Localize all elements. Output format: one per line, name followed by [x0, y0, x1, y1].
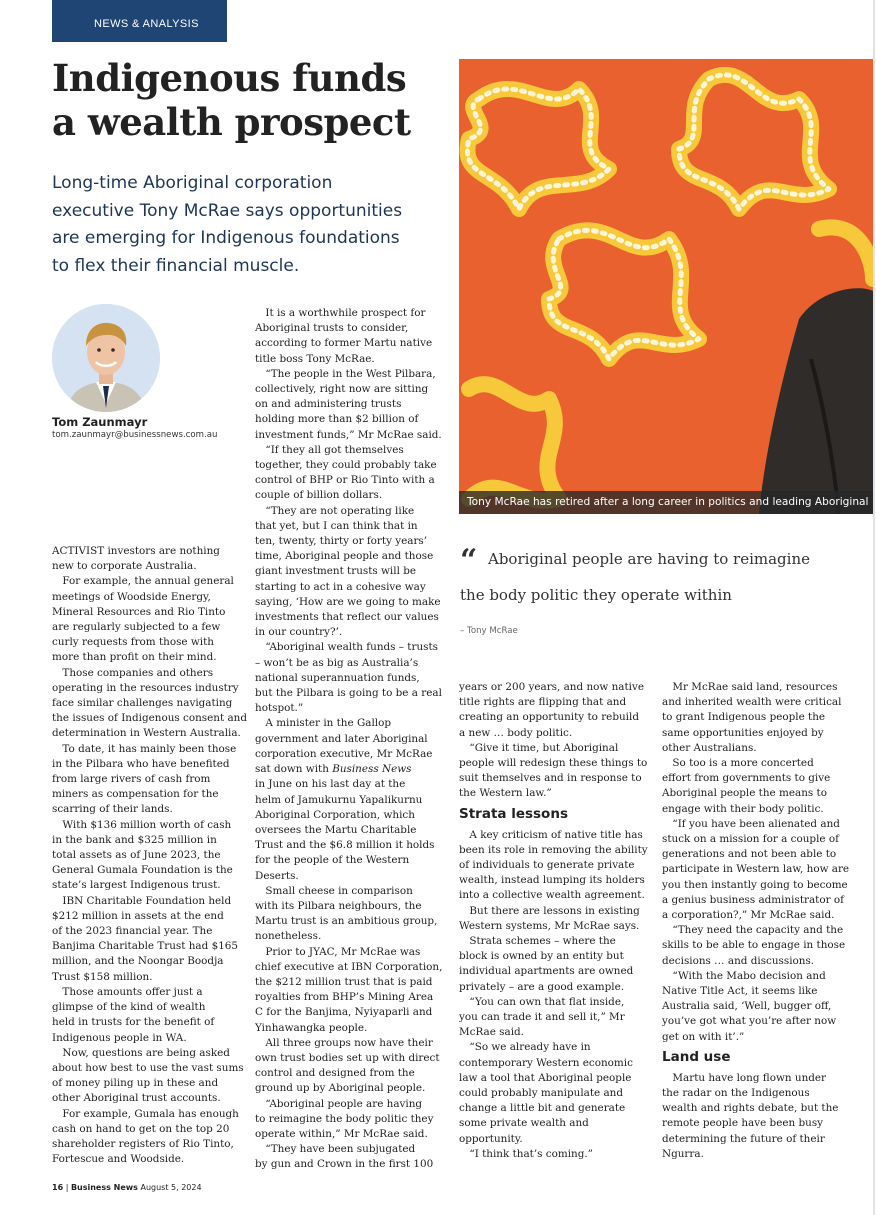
text-line: ACTIVIST investors are nothing [52, 545, 220, 557]
text-line: Ngurra. [662, 1147, 704, 1160]
page-edge-rule [873, 0, 875, 1215]
standfirst [52, 170, 452, 280]
text-line: sat down with Business News [255, 763, 412, 776]
text-line: meetings of Woodside Energy, [52, 590, 211, 603]
text-line: To date, it has mainly been those [52, 742, 237, 755]
text-line: Strata schemes – where the [459, 935, 616, 948]
text-line: skills to be able to engage in those [662, 939, 846, 952]
section-tab [52, 0, 227, 42]
text-line: “So we already have in [459, 1041, 591, 1054]
text-line: For example, Gumala has enough [52, 1107, 239, 1120]
text-line: Those amounts offer just a [52, 985, 203, 998]
text-line: some private wealth and [459, 1117, 589, 1130]
text-line: control of BHP or Rio Tinto with a [255, 474, 435, 487]
text-line: government and later Aboriginal [255, 732, 428, 745]
text-line: Small cheese in comparison [255, 884, 413, 897]
text-line: helm of Jamukurnu Yapalikurnu [255, 793, 423, 806]
body-column-1 [52, 544, 247, 1167]
text-line: together, they could probably take [255, 459, 437, 472]
text-line: from large rivers of cash from [52, 773, 211, 786]
text-line: you’ve got what you’re after now [662, 1015, 837, 1028]
text-line: the $212 million trust that is paid [255, 975, 433, 988]
text-line: Australia said, ‘Well, bugger off, [662, 1000, 832, 1013]
standfirst-line: Long-time Aboriginal corporation [52, 173, 333, 193]
text-line: Prior to JYAC, Mr McRae was [255, 945, 421, 958]
text-line: It is a worthwhile prospect for [255, 307, 426, 319]
text-line: own trust bodies set up with direct [255, 1051, 440, 1064]
text-line: Trust and the $6.8 million it holds [255, 839, 435, 852]
pull-quote-text: Aboriginal people are having to reimagine [488, 550, 810, 568]
col3-part-b [459, 828, 648, 1162]
text-line: opportunity. [459, 1132, 523, 1145]
text-line: engage with their body politic. [662, 802, 824, 815]
text-line: been its role in removing the ability [459, 843, 648, 856]
standfirst-line: are emerging for Indigenous foundations [52, 228, 400, 248]
text-line: change a little bit and generate [459, 1102, 626, 1115]
text-line: get on with it’.” [662, 1030, 745, 1043]
text-line: scarring of their lands. [52, 803, 173, 816]
text-line: of individuals to generate private [459, 859, 635, 872]
text-line: title boss Tony McRae. [255, 352, 375, 365]
text-line: Western systems, Mr McRae says. [459, 919, 640, 932]
text-line: control and designed from the [255, 1067, 415, 1080]
body-column-4 [662, 680, 850, 1162]
text-line: in the bank and $325 million in [52, 833, 217, 846]
text-line: held in trusts for the benefit of [52, 1016, 215, 1029]
text-line: years or 200 years, and now native [459, 681, 644, 693]
text-line: contemporary Western economic [459, 1056, 633, 1069]
text-line: operate within,” Mr McRae said. [255, 1127, 428, 1140]
text-line: Aboriginal people the means to [662, 787, 827, 800]
text-line: Martu have long flown under [662, 1071, 827, 1084]
text-line: people will redesign these things to [459, 757, 648, 770]
issue-date: August 5, 2024 [140, 1183, 202, 1192]
text-line: creating an opportunity to rebuild [459, 711, 639, 724]
headline [52, 56, 442, 144]
text-line: and inherited wealth were critical [662, 696, 842, 709]
text-line: For example, the annual general [52, 575, 234, 588]
text-line: Fortescue and Woodside. [52, 1153, 185, 1166]
text-line: “They need the capacity and the [662, 924, 844, 937]
text-line: other Aboriginal trust accounts. [52, 1092, 221, 1105]
text-line: giant investment trusts will be [255, 565, 416, 578]
text-line: IBN Charitable Foundation held [52, 894, 232, 907]
text-line: you then instantly going to become [662, 878, 848, 891]
author-avatar [52, 304, 160, 412]
col4-part-a [662, 680, 850, 1045]
text-line: effort from governments to give [662, 772, 831, 785]
text-line: stuck on a mission for a couple of [662, 833, 839, 846]
text-line: “You can own that flat inside, [459, 995, 625, 1008]
text-line: that yet, but I can think that in [255, 519, 418, 532]
standfirst-line: executive Tony McRae says opportunities [52, 200, 403, 221]
text-line: Martu trust is an ambitious group, [255, 915, 438, 928]
standfirst-line: to flex their financial muscle. [52, 255, 300, 276]
text-line: the issues of Indigenous consent and [52, 712, 247, 725]
text-line: Mineral Resources and Rio Tinto [52, 605, 226, 618]
text-line: the Western law.” [459, 787, 552, 800]
text-line: holding more than $2 billion of [255, 413, 419, 426]
text-line: “If they all got themselves [255, 443, 404, 456]
text-line: generations and not been able to [662, 848, 837, 861]
text-line: investments that reflect our values [255, 611, 439, 624]
text-line: hotspot.” [255, 702, 304, 715]
text-line: General Gumala Foundation is the [52, 864, 233, 877]
text-line: ground up by Aboriginal people. [255, 1082, 426, 1095]
text-line: but the Pilbara is going to be a real [255, 687, 442, 700]
pull-quote-line: the body politic they operate within [460, 586, 732, 604]
text-line: A key criticism of native title has [459, 828, 643, 841]
text-line: – won’t be as big as Australia’s [255, 656, 419, 669]
text-line: All three groups now have their [255, 1036, 433, 1049]
text-line: starting to act in a cohesive way [255, 580, 426, 593]
text-line: “With the Mabo decision and [662, 969, 826, 982]
text-line: So too is a more concerted [662, 757, 814, 770]
text-line: with its Pilbara neighbours, the [255, 899, 422, 912]
text-line: Yinhawangka people. [255, 1021, 368, 1034]
page-footer [52, 1183, 202, 1192]
text-line: operating in the resources industry [52, 681, 239, 694]
text-line: wealth and rights debate, but the [662, 1102, 839, 1115]
text-line: A minister in the Gallop [255, 717, 392, 730]
author-email[interactable]: tom.zaunmayr@businessnews.com.au [52, 430, 218, 440]
text-line: same opportunities enjoyed by [662, 726, 824, 739]
text-line: about how best to use the vast sums [52, 1061, 244, 1074]
text-line: glimpse of the kind of wealth [52, 1001, 206, 1014]
subheading-strata-lessons: Strata lessons [459, 805, 568, 822]
text-line: corporation executive, Mr McRae [255, 747, 433, 760]
text-line: Now, questions are being asked [52, 1046, 230, 1059]
text-line: Aboriginal trusts to consider, [255, 322, 409, 335]
text-line: “If you have been alienated and [662, 817, 840, 830]
pull-quote [460, 542, 870, 612]
text-line: to reimagine the body politic they [255, 1112, 434, 1125]
text-line: “Aboriginal people are having [255, 1097, 423, 1110]
text-line: national superannuation funds, [255, 671, 420, 684]
text-line: into a collective wealth agreement. [459, 889, 645, 902]
text-line: Banjima Charitable Trust had $165 [52, 940, 239, 953]
text-line: in our country?’. [255, 626, 343, 639]
text-line: law a tool that Aboriginal people [459, 1071, 632, 1084]
text-line: face similar challenges navigating [52, 697, 233, 710]
body-column-3 [459, 680, 648, 1162]
text-line: investment funds,” Mr McRae said. [255, 428, 442, 441]
text-line: in June on his last day at the [255, 778, 406, 791]
text-line: title rights are flipping that and [459, 696, 627, 709]
subheading-land-use: Land use [662, 1048, 731, 1065]
body-column-2 [255, 306, 443, 1173]
pull-quote-attribution: – Tony McRae [460, 626, 518, 636]
text-line: oversees the Martu Charitable [255, 823, 417, 836]
text-line: decisions … and discussions. [662, 954, 815, 967]
text-line: of the 2023 financial year. The [52, 925, 213, 938]
publication-name: Business News [70, 1183, 138, 1192]
text-line: on and administering trusts [255, 398, 402, 411]
text-line: Mr McRae said land, resources [662, 681, 838, 693]
text-line: other Australians. [662, 741, 757, 754]
text-line: collectively, right now are sitting [255, 383, 429, 396]
text-line: couple of billion dollars. [255, 489, 383, 502]
text-line: new to corporate Australia. [52, 560, 197, 573]
col3-part-a [459, 680, 648, 802]
text-line: could probably manipulate and [459, 1087, 624, 1100]
text-line: are regularly subjected to a few [52, 621, 221, 634]
photo-caption: Tony McRae has retired after a long career in politics and leading Aboriginal [459, 491, 873, 514]
text-line: shareholder registers of Rio Tinto, [52, 1137, 234, 1150]
text-line: you can trade it and sell it,” Mr [459, 1011, 625, 1024]
page-number: 16 [52, 1183, 64, 1192]
text-line: according to former Martu native [255, 337, 433, 350]
text-line: to grant Indigenous people the [662, 711, 826, 724]
text-line: Trust $158 million. [52, 970, 153, 983]
text-line: individual apartments are owned [459, 965, 634, 978]
text-line: But there are lessons in existing [459, 904, 640, 917]
text-line: determination in Western Australia. [52, 727, 241, 740]
text-line: Aboriginal Corporation, which [255, 808, 415, 821]
text-line: royalties from BHP’s Mining Area [255, 991, 434, 1004]
headline-line: a wealth prospect [52, 100, 411, 144]
footer-separator: | [65, 1183, 69, 1192]
text-line: chief executive at IBN Corporation, [255, 960, 443, 973]
pull-quote-line [460, 542, 870, 578]
text-line: in the Pilbara who have benefited [52, 757, 230, 770]
text-line: With $136 million worth of cash [52, 818, 232, 831]
text-line: $212 million in assets at the end [52, 909, 224, 922]
text-line: by gun and Crown in the first 100 [255, 1158, 434, 1171]
text-line: Native Title Act, it seems like [662, 985, 818, 998]
text-line: privately – are a good example. [459, 980, 625, 993]
text-line: McRae said. [459, 1026, 524, 1039]
text-line: “Give it time, but Aboriginal [459, 741, 619, 754]
text-line: total assets as of June 2023, the [52, 849, 221, 862]
text-line: more than profit on their mind. [52, 651, 217, 664]
aboriginal-artwork-photo-icon [459, 59, 873, 514]
text-line: “They are not operating like [255, 504, 415, 517]
text-line: miners as compensation for the [52, 788, 219, 801]
text-line: time, Aboriginal people and those [255, 550, 434, 563]
text-line: “Aboriginal wealth funds – trusts [255, 641, 438, 654]
text-line: remote people have been busy [662, 1117, 824, 1130]
text-line: state’s largest Indigenous trust. [52, 879, 221, 892]
text-line: wealth, instead lumping its holders [459, 874, 645, 887]
author-name: Tom Zaunmayr [52, 415, 148, 429]
text-line: “They have been subjugated [255, 1143, 416, 1156]
text-line: Deserts. [255, 869, 299, 882]
text-line: C for the Banjima, Nyiyaparli and [255, 1006, 433, 1019]
text-line: a corporation?,” Mr McRae said. [662, 909, 835, 922]
publication-italic: Business News [332, 763, 412, 776]
text-line: ten, twenty, thirty or forty years’ [255, 535, 428, 548]
text-line: a new … body politic. [459, 726, 573, 739]
text-line: suit themselves and in response to [459, 772, 642, 785]
text-line: for the people of the Western [255, 854, 410, 867]
author-portrait-icon [52, 304, 160, 412]
text-line: cash on hand to get on the top 20 [52, 1122, 230, 1135]
quote-mark-icon: “ [460, 543, 475, 578]
text-line: saying, ‘How are we going to make [255, 595, 441, 608]
col4-part-b [662, 1071, 842, 1162]
headline-line: Indigenous funds [52, 56, 407, 100]
text-line: curly requests from those with [52, 636, 214, 649]
text-line: participate in Western law, how are [662, 863, 850, 876]
text-line: “I think that’s coming.” [459, 1147, 593, 1160]
text-line: Indigenous people in WA. [52, 1031, 187, 1044]
text-line: the radar on the Indigenous [662, 1087, 810, 1100]
text-line: a genius business administrator of [662, 893, 844, 906]
section-label: NEWS & ANALYSIS [94, 18, 199, 30]
text-line: block is owned by an entity but [459, 950, 624, 963]
text-line: Those companies and others [52, 666, 214, 679]
text-line: determining the future of their [662, 1132, 825, 1145]
text-line: million, and the Noongar Boodja [52, 955, 224, 968]
feature-photo [459, 59, 873, 514]
text-line: “The people in the West Pilbara, [255, 367, 436, 380]
text-line: of money piling up in these and [52, 1077, 219, 1090]
text-line: nonetheless. [255, 930, 322, 943]
